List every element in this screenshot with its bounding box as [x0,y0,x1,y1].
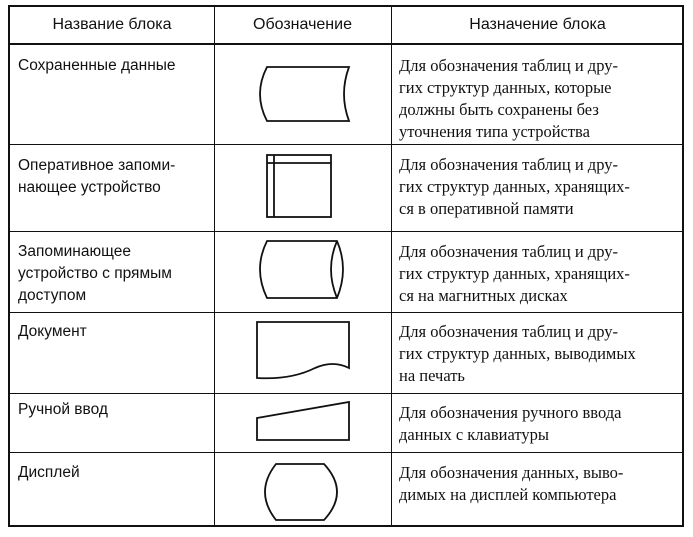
row-6-purpose: Для обозначения данных, выво- димых на дисплей компьютера [399,463,624,504]
header-purpose: Назначение блока [469,16,606,33]
row-4-purpose: Для обозначения таблиц и дру- гих структур данных, выводимых на печать [399,322,636,385]
row-divider [10,393,682,394]
row-divider [10,312,682,313]
document-symbol [253,320,353,384]
column-divider [391,7,392,525]
header-divider [10,43,682,45]
row-2-name: Оперативное запоми- нающее устройство [18,157,176,196]
header-symbol: Обозначение [253,16,352,33]
row-5-name: Ручной ввод [18,401,108,418]
header-block-name: Название блока [52,16,172,33]
row-2-purpose: Для обозначения таблиц и дру- гих структур данных, хранящих- ся в оперативной памяти [399,155,630,218]
flowchart-symbols-table [8,5,684,527]
row-5-purpose: Для обозначения ручного ввода данных с клавиатуры [399,403,622,444]
row-1-purpose: Для обозначения таблиц и дру- гих структур данных, которые должны быть сохранены без уточнения типа устройства [399,56,618,141]
internal-storage-symbol [265,153,335,219]
stored-data-symbol [253,65,353,125]
direct-access-storage-symbol [253,239,353,303]
row-3-purpose: Для обозначения таблиц и дру- гих структур данных, хранящих- ся на магнитных дисках [399,242,630,305]
column-divider [214,7,215,525]
display-symbol [254,462,354,526]
manual-input-symbol [253,400,353,444]
row-6-name: Дисплей [18,464,80,481]
row-1-name: Сохраненные данные [18,57,176,74]
row-4-name: Документ [18,323,87,340]
row-divider [10,452,682,453]
row-divider [10,231,682,232]
row-3-name: Запоминающее устройство с прямым доступом [18,243,172,304]
row-divider [10,144,682,145]
